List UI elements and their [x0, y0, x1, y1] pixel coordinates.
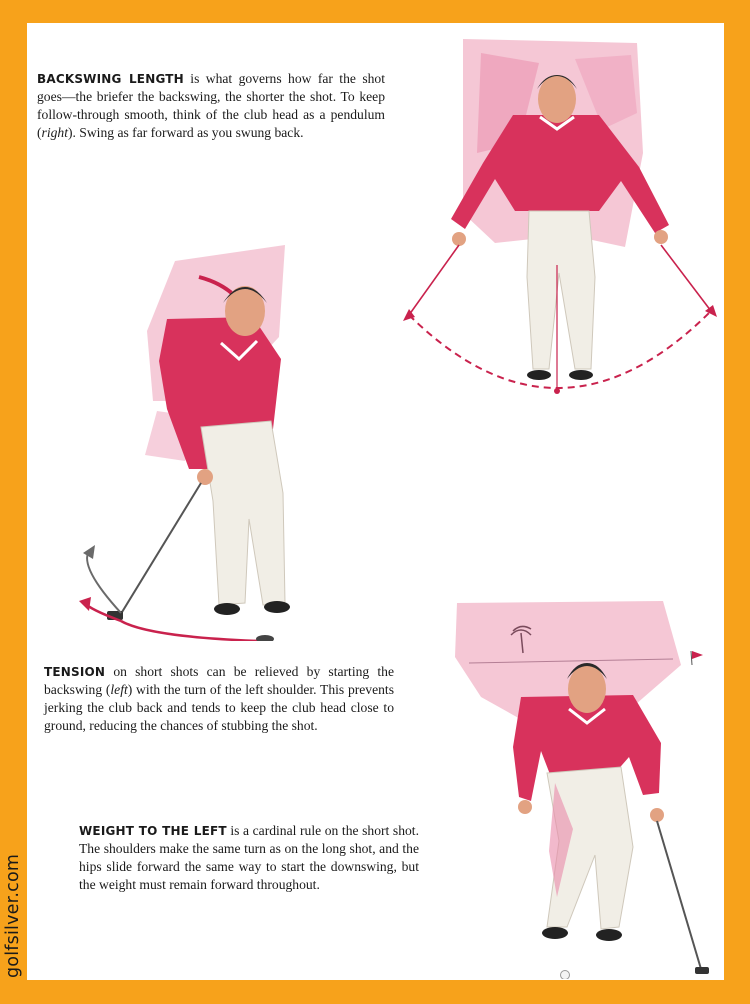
backswing-ref-right: right	[41, 125, 68, 140]
weight-to-left-paragraph	[79, 822, 419, 894]
pendulum-illustration	[399, 33, 719, 405]
shoulder-turn-illustration	[49, 241, 329, 641]
backswing-text-end: ). Swing as far forward as you swung back.	[67, 125, 304, 140]
tension-heading: TENSION	[44, 665, 106, 679]
magazine-page	[27, 23, 724, 980]
weight-to-left-heading: WEIGHT TO THE LEFT	[79, 824, 227, 838]
tension-paragraph	[44, 663, 394, 735]
site-watermark: golfsilver.com	[3, 853, 23, 978]
tension-text-start: on short shots can be relieved by starting the backswing (	[44, 664, 394, 697]
backswing-length-heading: BACKSWING LENGTH	[37, 72, 184, 86]
backswing-text-start: is what governs how far the shot goes—the briefer the backswing, the shorter the shot. To keep follow-through smooth, think of the club head as a pendulum (	[37, 71, 385, 140]
tension-ref-left: left	[110, 682, 128, 697]
weight-forward-illustration	[451, 597, 721, 979]
tension-text-end: ) with the turn of the left shoulder. This prevents jerking the club back and tends to keep the club head close to ground, reducing the chances of stubbing the shot.	[44, 682, 394, 733]
weight-text: is a cardinal rule on the short shot. The shoulders make the same turn as on the long shot, and the hips slide forward the same way to start the downswing, but the weight must remain forward throughout.	[79, 823, 419, 892]
backswing-length-paragraph	[37, 70, 385, 142]
